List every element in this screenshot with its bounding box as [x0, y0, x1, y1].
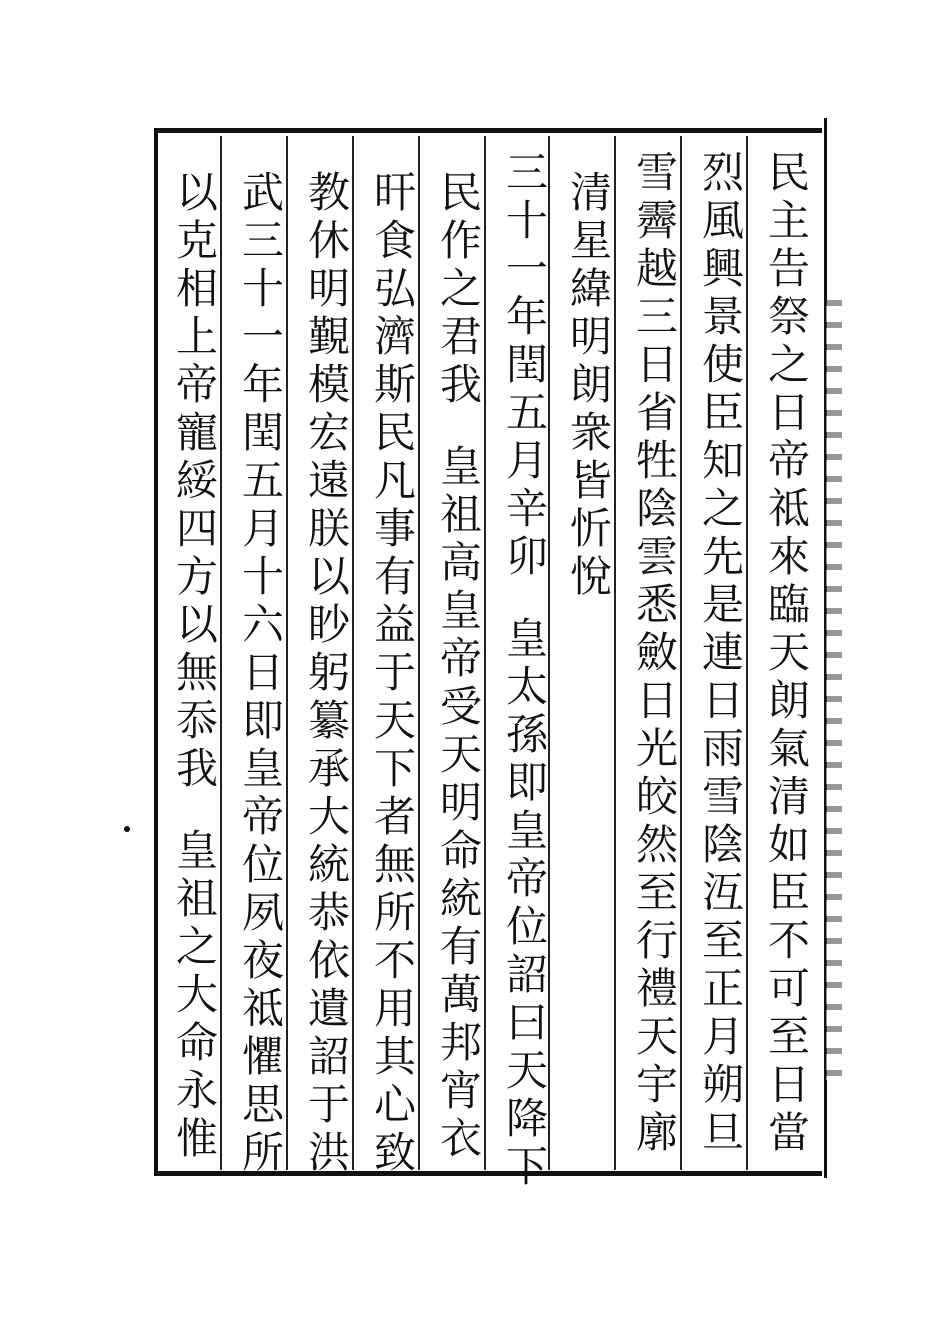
text-column-10-part-b: 皇祖之大命永惟	[170, 828, 219, 1164]
page-edge-marks	[826, 300, 842, 1080]
text-column-4: 清星緯明朗衆皆忻悅	[564, 170, 613, 602]
text-column-3: 雪霽越三日省牲陰雲悉斂日光皎然至行禮天宇廓	[630, 150, 679, 1158]
text-column-10-part-a: 以克相上帝寵綏四方以無忝我	[170, 170, 219, 794]
text-column-10	[164, 170, 224, 1164]
text-column-5-part-b: 皇太孫即皇帝位詔曰天降下	[500, 616, 549, 1192]
text-column-9: 武三十一年閏五月十六日即皇帝位夙夜祗懼思所	[236, 170, 285, 1178]
text-column-5-part-a: 三十一年閏五月辛卯	[500, 150, 549, 582]
text-column-7: 旰食弘濟斯民凡事有益于天下者無所不用其心致	[368, 170, 417, 1178]
ink-dot	[124, 826, 130, 832]
text-column-6	[428, 170, 488, 1164]
text-column-2: 烈風興景使臣知之先是連日雨雪陰沍至正月朔旦	[696, 150, 745, 1158]
text-column-6-part-b: 皇祖高皇帝受天明命統有萬邦宵衣	[434, 444, 483, 1164]
text-column-5	[494, 150, 554, 1192]
text-column-6-part-a: 民作之君我	[434, 170, 483, 410]
text-column-1: 民主告祭之日帝祗來臨天朗氣清如臣不可至日當	[762, 150, 811, 1158]
text-column-8: 教休明覲模宏遠朕以眇躬纂承大統恭依遺詔于洪	[302, 170, 351, 1178]
